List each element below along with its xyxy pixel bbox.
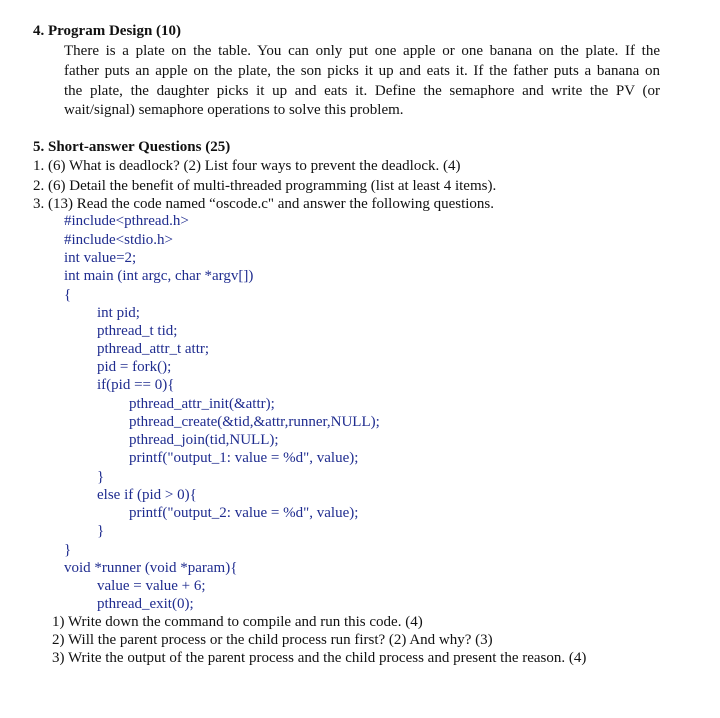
code-line: void *runner (void *param){ — [64, 560, 238, 576]
code-line: #include<pthread.h> — [64, 213, 189, 229]
subquestion-1: 1) Write down the command to compile and run this code. (4) — [52, 614, 423, 630]
code-line: int pid; — [97, 305, 140, 321]
code-line: int value=2; — [64, 250, 137, 266]
code-line: pthread_create(&tid,&attr,runner,NULL); — [129, 414, 380, 430]
code-line: int main (int argc, char *argv[]) — [64, 268, 254, 284]
section-4-heading: 4. Program Design (10) — [33, 23, 182, 39]
subquestion-2: 2) Will the parent process or the child process run first? (2) And why? (3) — [52, 632, 493, 648]
code-line: if(pid == 0){ — [97, 377, 175, 393]
question-1: 1. (6) What is deadlock? (2) List four ways to prevent the deadlock. (4) — [33, 158, 461, 174]
code-line: pthread_attr_t attr; — [97, 341, 210, 357]
code-line: pthread_exit(0); — [97, 596, 194, 612]
section-4-line-4: wait/signal) semaphore operations to solve this problem. — [64, 102, 404, 118]
subquestion-3: 3) Write the output of the parent process and the child process and present the reason. (4) — [52, 650, 587, 666]
section-4-line-1: There is a plate on the table. You can only put one apple or one banana on the plate. If the — [64, 43, 660, 59]
section-5-heading: 5. Short-answer Questions (25) — [33, 139, 231, 155]
code-line: #include<stdio.h> — [64, 232, 173, 248]
question-3: 3. (13) Read the code named “oscode.c" and answer the following questions. — [33, 196, 494, 212]
code-line: printf("output_1: value = %d", value); — [129, 450, 359, 466]
code-line: pthread_attr_init(&attr); — [129, 396, 275, 412]
code-line: else if (pid > 0){ — [97, 487, 197, 503]
code-line: } — [64, 542, 72, 558]
code-line: { — [64, 287, 72, 303]
question-2: 2. (6) Detail the benefit of multi-threaded programming (list at least 4 items). — [33, 178, 497, 194]
code-line: value = value + 6; — [97, 578, 206, 594]
code-line: pid = fork(); — [97, 359, 172, 375]
code-line: pthread_join(tid,NULL); — [129, 432, 279, 448]
code-line: printf("output_2: value = %d", value); — [129, 505, 359, 521]
section-4-line-3: the plate, the daughter picks it up and eats it. Define the semaphore and write the PV (or — [64, 83, 660, 99]
section-4-line-2: father puts an apple on the plate, the son picks it up and eats it. If the father puts a banana on — [64, 63, 660, 79]
code-line: } — [97, 469, 105, 485]
code-line: } — [97, 523, 105, 539]
code-line: pthread_t tid; — [97, 323, 178, 339]
